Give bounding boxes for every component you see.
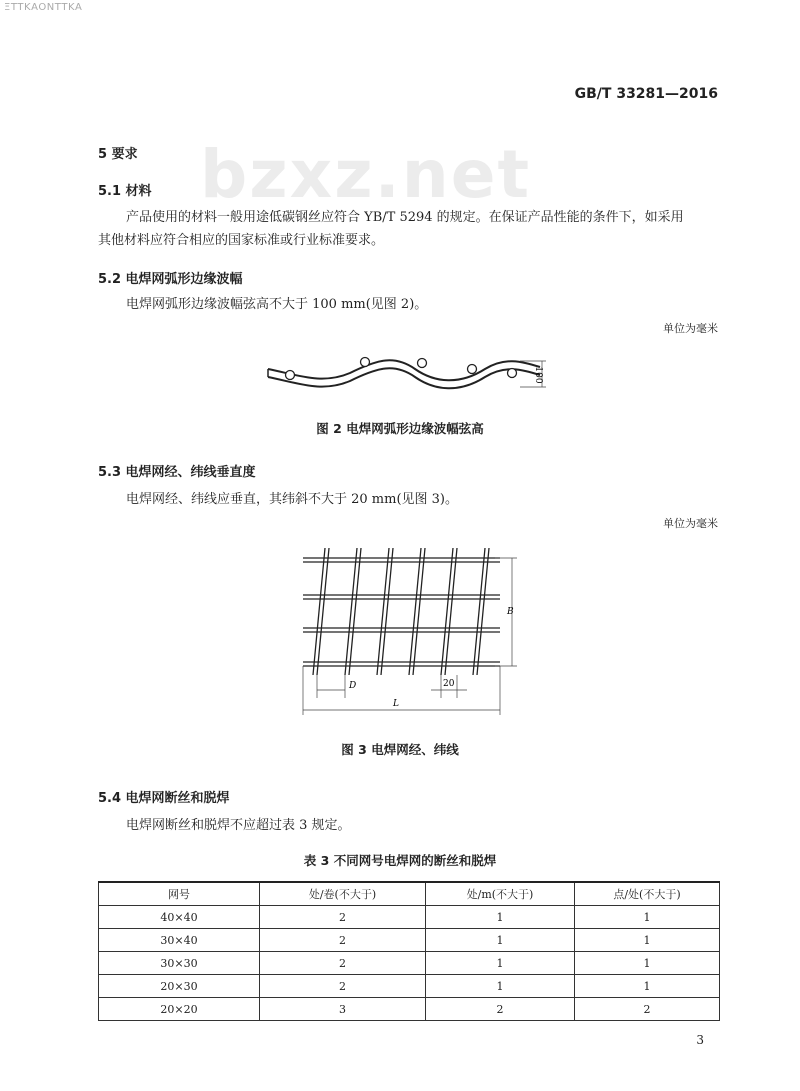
table-cell: 30×30 [99, 952, 260, 975]
table-row [99, 952, 720, 975]
section-5-2-text: 电焊网弧形边缘波幅弦高不大于 100 mm(见图 2)。 [126, 297, 428, 312]
section-5-3-text: 电焊网经、纬线应垂直，其纬斜不大于 20 mm(见图 3)。 [126, 492, 459, 507]
table-row [99, 998, 720, 1021]
table-cell: 1 [575, 975, 720, 998]
section-5-4-text: 电焊网断丝和脱焊不应超过表 3 规定。 [126, 818, 351, 833]
table-header-row [99, 882, 720, 906]
watermark: bzxz.net [200, 136, 532, 213]
table-cell: 20×30 [99, 975, 260, 998]
figure-3-unit: 单位为毫米 [663, 517, 718, 530]
table-cell: 2 [260, 906, 426, 929]
table-cell: 2 [260, 952, 426, 975]
table-header-cell: 点/处(不大于) [575, 882, 720, 906]
table-header-cell: 网号 [99, 882, 260, 906]
table-row [99, 906, 720, 929]
section-5-4-heading: 5.4 电焊网断丝和脱焊 [98, 791, 230, 806]
table-cell: 40×40 [99, 906, 260, 929]
table-cell: 1 [426, 952, 575, 975]
table-header-cell: 处/卷(不大于) [260, 882, 426, 906]
table-cell: 1 [426, 906, 575, 929]
section-5-1-line-1: 产品使用的材料一般用途低碳钢丝应符合 YB/T 5294 的规定。在保证产品性能的条件下，如采用 [126, 210, 684, 225]
table-cell: 30×40 [99, 929, 260, 952]
figure-3-dim-l: L [393, 699, 399, 709]
table-cell: 20×20 [99, 998, 260, 1021]
table-cell: 2 [575, 998, 720, 1021]
table-cell: 3 [260, 998, 426, 1021]
table-3 [98, 881, 720, 1021]
section-5-3-heading: 5.3 电焊网经、纬线垂直度 [98, 465, 256, 480]
standard-number: GB/T 33281—2016 [574, 86, 718, 102]
figure-2-caption: 图 2 电焊网弧形边缘波幅弦高 [316, 421, 484, 436]
table-cell: 1 [575, 906, 720, 929]
table-cell: 2 [260, 929, 426, 952]
figure-2-wave [250, 345, 570, 395]
table-cell: 2 [426, 998, 575, 1021]
figure-3-dim-20: 20 [443, 679, 455, 689]
section-5-heading: 5 要求 [98, 147, 138, 162]
table-row [99, 975, 720, 998]
table-cell: 1 [426, 929, 575, 952]
figure-2-dim-label: 100 [533, 366, 543, 384]
top-mark: ΞΤΤΚΑΟΝΤΤΚΑ [4, 2, 83, 13]
table-cell: 1 [426, 975, 575, 998]
table-3-caption: 表 3 不同网号电焊网的断丝和脱焊 [303, 853, 497, 868]
section-5-1-line-2: 其他材料应符合相应的国家标准或行业标准要求。 [98, 233, 385, 248]
table-row [99, 929, 720, 952]
figure-3-mesh [295, 540, 535, 720]
table-cell: 1 [575, 929, 720, 952]
table-cell: 1 [575, 952, 720, 975]
table-header-cell: 处/m(不大于) [426, 882, 575, 906]
figure-3-caption: 图 3 电焊网经、纬线 [341, 742, 459, 757]
section-5-2-heading: 5.2 电焊网弧形边缘波幅 [98, 272, 243, 287]
section-5-1-heading: 5.1 材料 [98, 184, 152, 199]
table-cell: 2 [260, 975, 426, 998]
figure-2-unit: 单位为毫米 [663, 322, 718, 335]
page-number: 3 [696, 1033, 704, 1047]
figure-3-dim-d: D [349, 681, 357, 691]
figure-3-dim-b: B [507, 607, 514, 617]
